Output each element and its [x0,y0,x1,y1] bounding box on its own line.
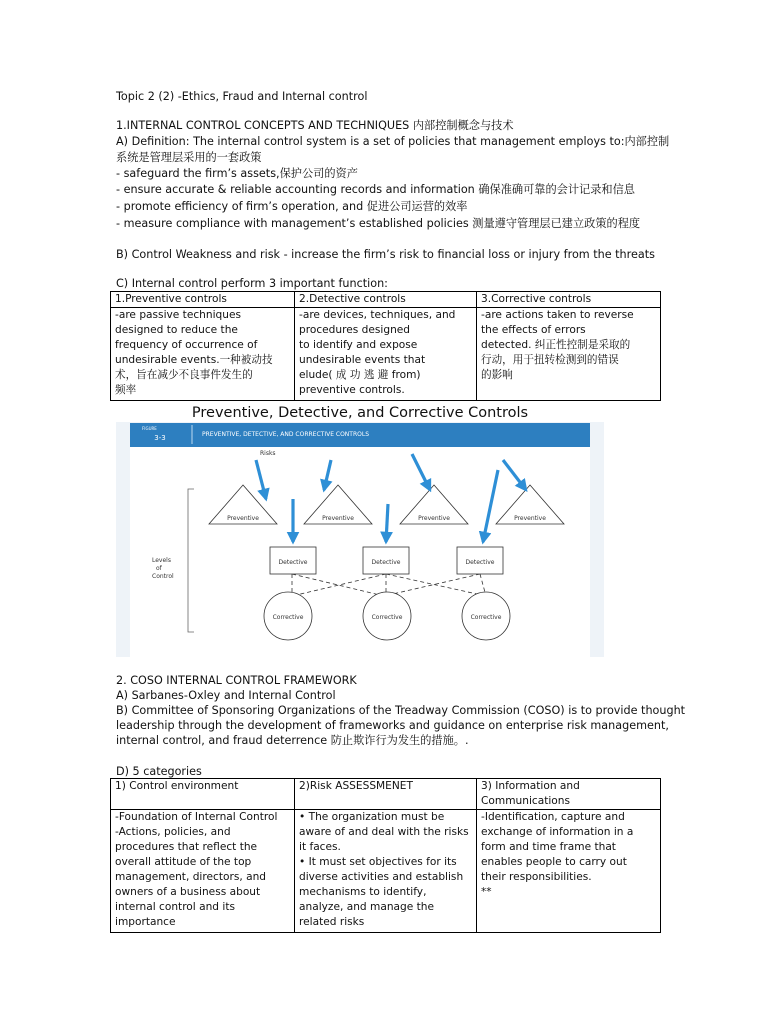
cell-line: enables people to carry out [481,856,627,868]
cell-line: 的影响 [481,369,513,381]
cell-line: their responsibilities. [481,871,592,883]
risks-label: Risks [260,450,276,457]
preventive-label: Preventive [514,515,546,522]
figure-band-underline [130,445,590,447]
detective-label: Detective [278,559,308,566]
cell-line: detected. 纠正性控制是采取的 [481,339,631,351]
table-header-information [477,779,661,810]
cell-line: aware of and deal with the risks [299,826,469,838]
levels-label: Control [152,573,174,580]
cell-line: 3) Information and [481,780,580,792]
figure-title: Preventive, Detective, and Corrective Controls [191,405,529,421]
cell-line: it faces. [299,841,341,853]
table-cell-risk-assessment [295,810,477,933]
table-header-control-environment: 1) Control environment [111,779,295,810]
cell-line: internal control and its [115,901,236,913]
definition-line-1: A) Definition: The internal control system is a set of policies that management employs to:内部控制 [116,135,670,148]
bullet-safeguard: - safeguard the firm’s assets,保护公司的资产 [116,167,358,180]
detective-row [270,547,503,574]
cell-line: management, directors, and [115,871,267,883]
corrective-row [264,592,510,640]
cell-line: analyze, and manage the [299,901,435,913]
cell-line: 频率 [115,384,137,396]
cell-line: undesirable events.一种被动技 [115,354,273,366]
figure-band-title: PREVENTIVE, DETECTIVE, AND CORRECTIVE CONTROLS [202,431,370,438]
page-title: Topic 2 (2) -Ethics, Fraud and Internal control [116,90,368,103]
cell-line: overall attitude of the top [115,856,252,868]
cell-line: mechanisms to identify, [299,886,427,898]
cell-line: -Identification, capture and [481,811,625,823]
preventive-label: Preventive [322,515,354,522]
controls-figure [116,402,604,657]
cell-line: -are devices, techniques, and [299,309,456,321]
definition-line-2: 系统是管理层采用的一套政策 [116,151,262,164]
cell-line: -Foundation of Internal Control [115,811,278,823]
cell-line: designed to reduce the [115,324,238,336]
sarbanes-oxley-line: A) Sarbanes-Oxley and Internal Control [116,689,336,702]
section2-heading: 2. COSO INTERNAL CONTROL FRAMEWORK [116,674,357,687]
cell-line: procedures designed [299,324,411,336]
cell-line: frequency of occurrence of [115,339,258,351]
cell-line: 行动，用于扭转检测到的错误 [481,354,619,366]
cell-line: -are actions taken to reverse [481,309,634,321]
five-categories-line: D) 5 categories [116,765,202,778]
coso-categories-table [110,778,661,933]
preventive-label: Preventive [227,515,259,522]
table-cell-control-environment [111,810,295,933]
cell-line: • It must set objectives for its [299,856,457,868]
cell-line: importance [115,916,176,928]
table-header-detective: 2.Detective controls [295,292,477,308]
section1-heading: 1.INTERNAL CONTROL CONCEPTS AND TECHNIQUES 内部控制概念与技术 [116,119,514,132]
bullet-compliance: - measure compliance with management’s established policies 测量遵守管理层已建立政策的程度 [116,217,641,230]
detective-label: Detective [465,559,495,566]
coso-line-2: leadership through the development of frameworks and guidance on enterprise risk management, [116,719,669,732]
cell-line: 术，旨在减少不良事件发生的 [115,369,253,381]
figure-number: 3-3 [154,434,166,442]
corrective-label: Corrective [272,614,304,621]
corrective-label: Corrective [371,614,403,621]
table-cell-preventive [111,308,295,401]
cell-line: owners of a business about [115,886,261,898]
cell-line: ** [481,886,492,898]
cell-line: the effects of errors [481,324,586,336]
cell-line: undesirable events that [299,354,426,366]
control-weakness-line: B) Control Weakness and risk - increase the firm’s risk to financial loss or injury from the threats [116,248,655,261]
table-cell-detective [295,308,477,401]
levels-label: of [156,565,162,572]
cell-line: form and time frame that [481,841,616,853]
coso-line-3: internal control, and fraud deterrence 防止欺诈行为发生的措施。. [116,734,469,747]
cell-line: to identify and expose [299,339,418,351]
table-cell-information [477,810,661,933]
coso-line-1: B) Committee of Sponsoring Organizations of the Treadway Commission (COSO) is to provide thought [116,704,686,717]
cell-line: elude( 成 功 逃 避 from) [299,369,421,381]
cell-line: preventive controls. [299,384,405,396]
cell-line: Communications [481,795,571,807]
control-functions-table [110,291,661,401]
three-functions-intro: C) Internal control perform 3 important function: [116,277,388,290]
levels-label: Levels [152,557,171,564]
figure-panel [130,447,590,657]
table-cell-corrective [477,308,661,401]
cell-line: related risks [299,916,365,928]
detective-label: Detective [371,559,401,566]
cell-line: procedures that reflect the [115,841,258,853]
cell-line: -Actions, policies, and [115,826,231,838]
table-header-risk-assessment: 2)Risk ASSESSMENET [295,779,477,810]
bullet-efficiency: - promote efficiency of firm’s operation, and 促进公司运营的效率 [116,200,468,213]
cell-line: -are passive techniques [115,309,242,321]
cell-line: • The organization must be [299,811,445,823]
table-header-corrective: 3.Corrective controls [477,292,661,308]
corrective-label: Corrective [470,614,502,621]
figure-label: FIGURE [142,426,157,431]
cell-line: diverse activities and establish [299,871,464,883]
bullet-accurate-records: - ensure accurate & reliable accounting records and information 确保准确可靠的会计记录和信息 [116,183,635,196]
preventive-label: Preventive [418,515,450,522]
table-header-preventive: 1.Preventive controls [111,292,295,308]
cell-line: exchange of information in a [481,826,634,838]
